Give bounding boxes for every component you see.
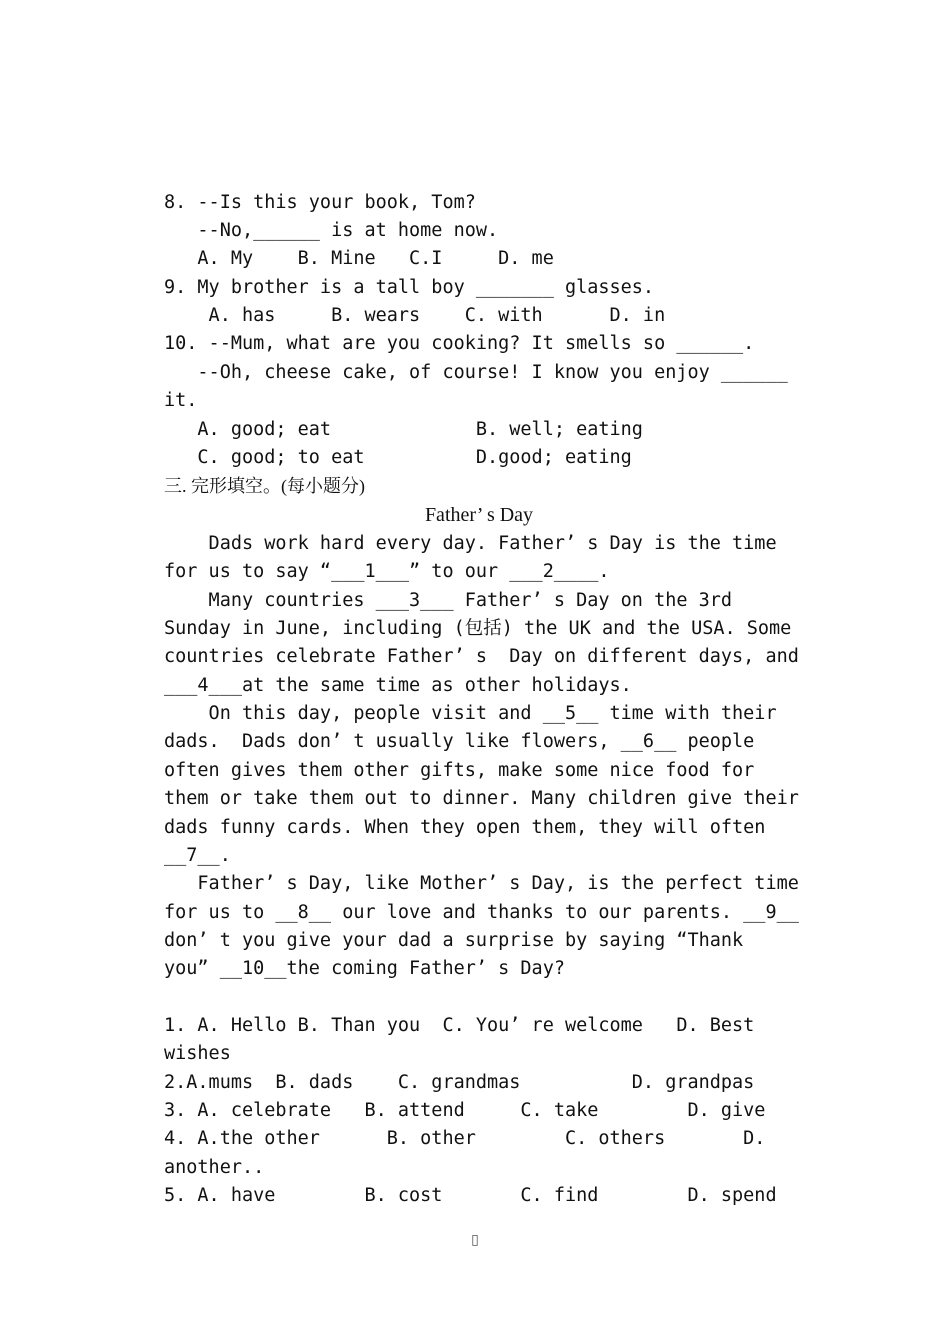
passage-title: Father’ s Day [424, 504, 534, 526]
passage-line: __7__. [164, 845, 231, 866]
option-line: 1. A. Hello B. Than you C. You’ re welcome D. Best [164, 1015, 755, 1036]
question-9-stem: 9. My brother is a tall boy _______ glasses. [164, 277, 655, 298]
passage-line: ___4___at the same time as other holidays. [164, 675, 632, 696]
passage-line: for us to say “___1___” to our ___2____. [164, 561, 610, 582]
passage-line: for us to __8__ our love and thanks to our parents. __9__ [164, 902, 799, 923]
question-10-reply-wrap: it. [164, 390, 198, 411]
option-line: another.. [164, 1157, 265, 1178]
passage-line: On this day, people visit and __5__ time with their [164, 703, 777, 724]
passage-line: often gives them other gifts, make some nice food for [164, 760, 755, 781]
passage-line: Many countries ___3___ Father’ s Day on the 3rd [164, 590, 733, 611]
question-8-stem: 8. --Is this your book, Tom? [164, 192, 476, 213]
question-8-reply: --No,______ is at home now. [164, 220, 499, 241]
passage-line: you” __10__the coming Father’ s Day? [164, 958, 565, 979]
question-8-options: A. My B. Mine C.I D. me [164, 248, 554, 269]
page-number: ▯ [471, 1233, 479, 1248]
option-line: 3. A. celebrate B. attend C. take D. give [164, 1100, 766, 1121]
option-line: 2.A.mums B. dads C. grandmas D. grandpas [164, 1072, 755, 1093]
passage-line: don’ t you give your dad a surprise by saying “Thank [164, 930, 744, 951]
passage-line: Sunday in June, including (包括) the UK and the USA. Some [164, 618, 792, 639]
passage-line: them or take them out to dinner. Many children give their [164, 788, 799, 809]
question-10-options-ab: A. good; eat B. well; eating [164, 419, 643, 440]
passage-line: dads funny cards. When they open them, they will often [164, 817, 766, 838]
question-10-stem: 10. --Mum, what are you cooking? It smells so ______. [164, 333, 755, 354]
question-10-options-cd: C. good; to eat D.good; eating [164, 447, 632, 468]
passage-line: countries celebrate Father’ s Day on different days, and [164, 646, 799, 667]
passage-line: Father’ s Day, like Mother’ s Day, is the perfect time [164, 873, 799, 894]
section-heading: 三. 完形填空。(每小题分) [164, 476, 365, 496]
passage-line: dads. Dads don’ t usually like flowers, __6__ people [164, 731, 755, 752]
option-line: wishes [164, 1043, 231, 1064]
option-line: 5. A. have B. cost C. find D. spend [164, 1185, 777, 1206]
question-9-options: A. has B. wears C. with D. in [164, 305, 666, 326]
question-10-reply: --Oh, cheese cake, of course! I know you enjoy ______ [164, 362, 788, 383]
option-line: 4. A.the other B. other C. others D. [164, 1128, 766, 1149]
passage-line: Dads work hard every day. Father’ s Day is the time [164, 533, 777, 554]
